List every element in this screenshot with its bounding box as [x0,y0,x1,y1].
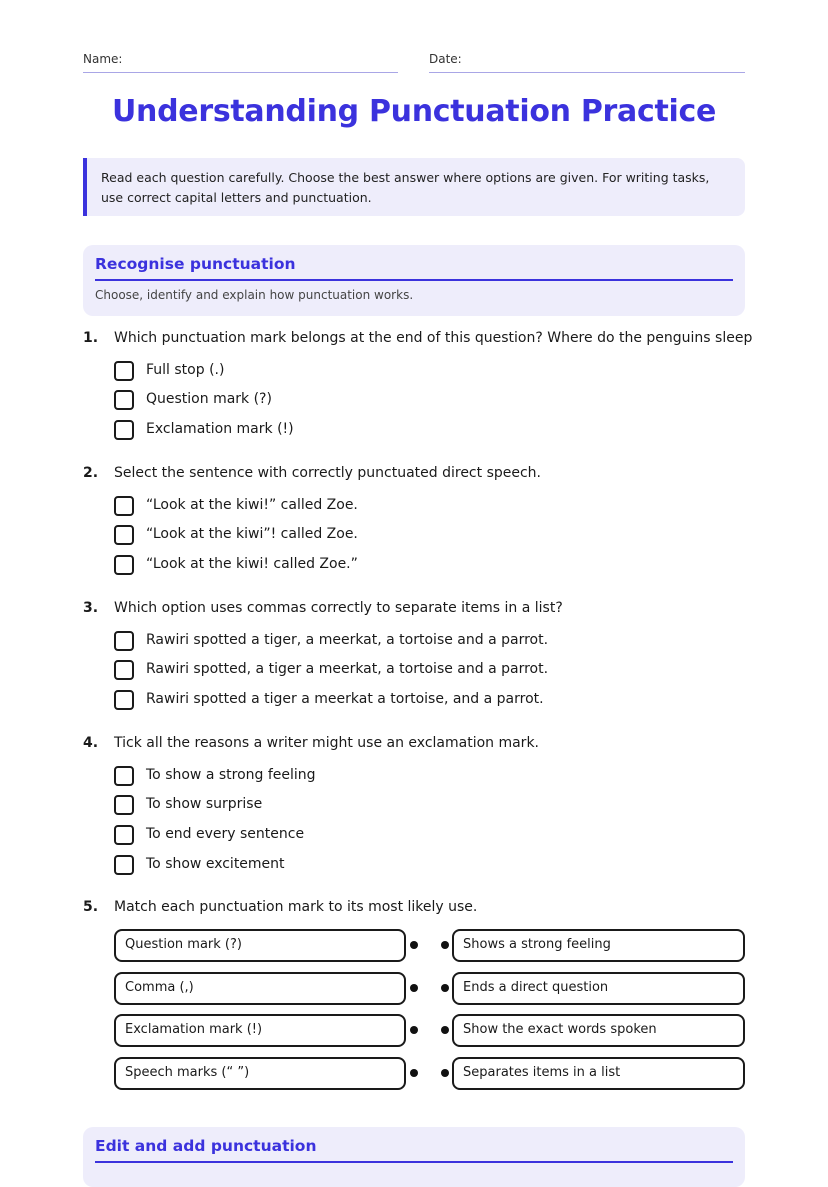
checkbox[interactable] [114,390,134,410]
match-left-dot[interactable] [410,984,418,992]
checkbox[interactable] [114,361,134,381]
match-left-dot[interactable] [410,1026,418,1034]
question-text: Match each punctuation mark to its most likely use. [114,899,478,915]
option-label: To end every sentence [146,826,305,842]
match-left-dot[interactable] [410,1069,418,1077]
header-fields [83,52,745,74]
option-label: “Look at the kiwi! called Zoe.” [146,556,358,572]
section-recognise-punctuation [83,245,745,316]
match-right-dot[interactable] [441,984,449,992]
option-label: Exclamation mark (!) [146,421,294,437]
question-text: Select the sentence with correctly punctuated direct speech. [114,465,541,481]
option-label: Rawiri spotted a tiger a meerkat a tortoise, and a parrot. [146,691,544,707]
match-right-dot[interactable] [441,1026,449,1034]
option-label: Full stop (.) [146,362,225,378]
option-label: “Look at the kiwi!” called Zoe. [146,497,358,513]
page-title: Understanding Punctuation Practice [112,94,716,129]
question-number: 1. [83,330,99,346]
match-left-item[interactable]: Question mark (?) [114,929,406,962]
option-label: To show excitement [146,856,285,872]
checkbox[interactable] [114,631,134,651]
option-label: “Look at the kiwi”! called Zoe. [146,526,358,542]
question-text: Tick all the reasons a writer might use an exclamation mark. [114,735,539,751]
name-label: Name: [83,52,123,66]
match-left-item[interactable]: Speech marks (“ ”) [114,1057,406,1090]
match-right-dot[interactable] [441,1069,449,1077]
match-left-dot[interactable] [410,941,418,949]
match-right-item[interactable]: Ends a direct question [452,972,745,1005]
match-right-item[interactable]: Separates items in a list [452,1057,745,1090]
match-right-item[interactable]: Shows a strong feeling [452,929,745,962]
checkbox[interactable] [114,420,134,440]
option-label: Rawiri spotted, a tiger a meerkat, a tortoise and a parrot. [146,661,549,677]
section-subtitle: Choose, identify and explain how punctuation works. [95,288,414,302]
checkbox[interactable] [114,525,134,545]
question-number: 2. [83,465,99,481]
date-label: Date: [429,52,462,66]
checkbox[interactable] [114,855,134,875]
match-right-dot[interactable] [441,941,449,949]
option-label: Question mark (?) [146,391,272,407]
checkbox[interactable] [114,690,134,710]
match-left-item[interactable]: Comma (,) [114,972,406,1005]
checkbox[interactable] [114,825,134,845]
question-text: Which punctuation mark belongs at the end of this question? Where do the penguins sleep [114,330,753,346]
checkbox[interactable] [114,496,134,516]
option-label: To show a strong feeling [146,767,316,783]
option-label: To show surprise [146,796,263,812]
instructions-box: Read each question carefully. Choose the best answer where options are given. For writing tasks, use correct capital letters and punctuation. [83,158,745,216]
section-title: Edit and add punctuation [95,1137,733,1163]
question-text: Which option uses commas correctly to separate items in a list? [114,600,563,616]
match-left-item[interactable]: Exclamation mark (!) [114,1014,406,1047]
question-number: 5. [83,899,99,915]
match-right-item[interactable]: Show the exact words spoken [452,1014,745,1047]
question-number: 4. [83,735,99,751]
checkbox[interactable] [114,555,134,575]
checkbox[interactable] [114,766,134,786]
option-label: Rawiri spotted a tiger, a meerkat, a tortoise and a parrot. [146,632,549,648]
section-edit-punctuation [83,1127,745,1187]
section-title: Recognise punctuation [95,255,733,281]
checkbox[interactable] [114,795,134,815]
checkbox[interactable] [114,660,134,680]
name-field[interactable] [83,52,398,73]
question-number: 3. [83,600,99,616]
date-field[interactable] [429,52,745,73]
